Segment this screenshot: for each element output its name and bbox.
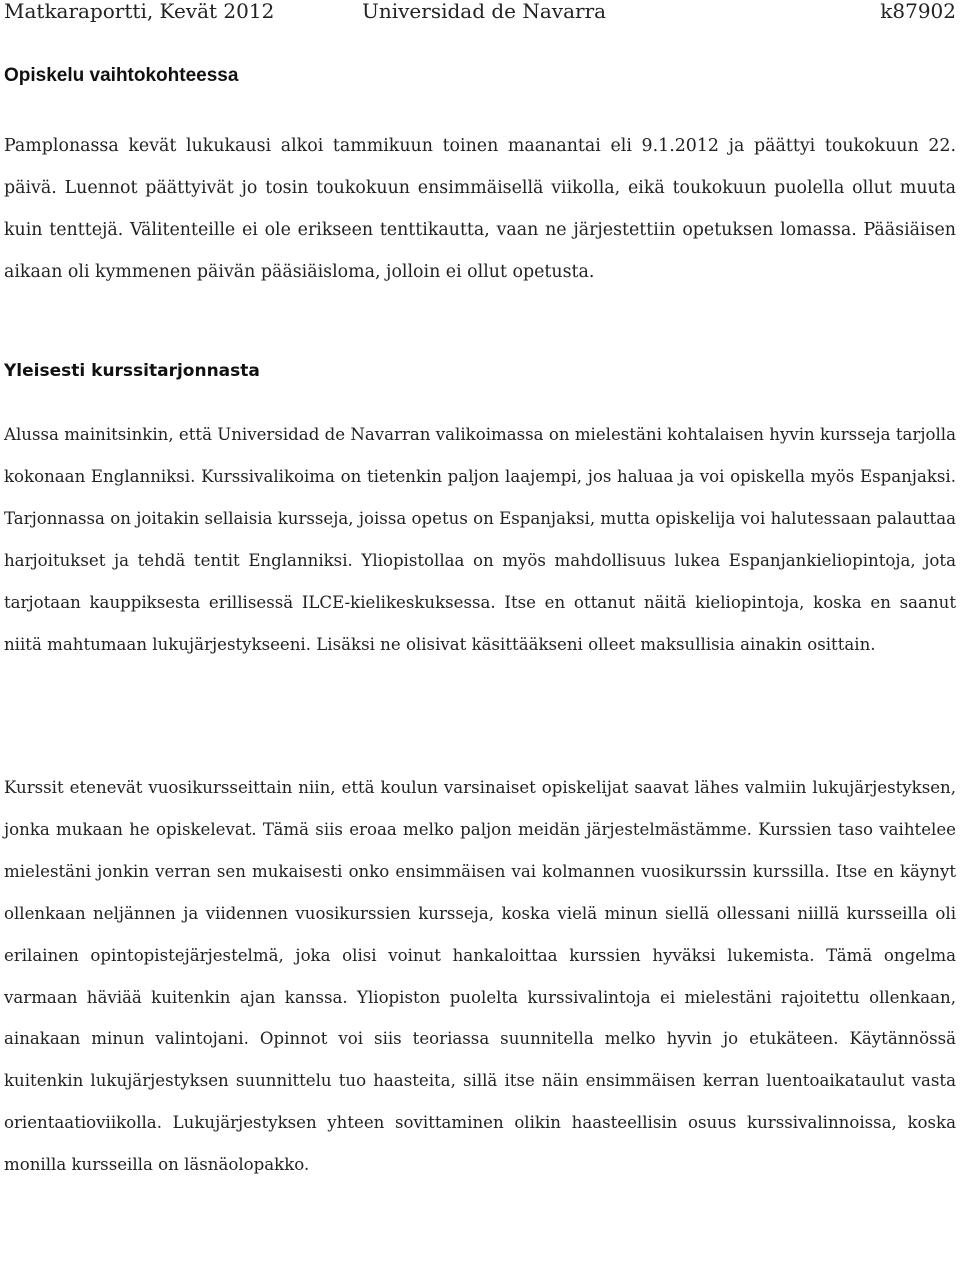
section-heading-study: Opiskelu vaihtokohteessa	[4, 65, 239, 86]
header-report-title: Matkaraportti, Kevät 2012	[4, 0, 275, 23]
paragraph-study: Pamplonassa kevät lukukausi alkoi tammikuun toinen maanantai eli 9.1.2012 ja päättyi toukokuun 22. päivä. Luennot päättyivät jo tosin toukokuun ensimmäisellä viikolla, eikä toukokuun puolella ollut muuta kuin tenttejä. Välitenteille ei ole erikseen tenttikautta, vaan ne järjestettiin opetuksen lomassa. Pääsiäisen aikaan oli kymmenen päivän pääsiäisloma, jolloin ei ollut opetusta.	[4, 136, 956, 282]
section-heading-courses: Yleisesti kurssitarjonnasta	[4, 361, 260, 381]
paragraph-courses-1: Alussa mainitsinkin, että Universidad de Navarran valikoimassa on mielestäni kohtalaisen hyvin kursseja tarjolla kokonaan Englanniksi. Kurssivalikoima on tietenkin paljon laajempi, jos haluaa ja voi opiskella myös Espanjaksi. Tarjonnassa on joitakin sellaisia kursseja, joissa opetus on Espanjaksi, mutta opiskelija voi halutessaan palauttaa harjoitukset ja tehdä tentit Englanniksi. Yliopistollaa on myös mahdollisuus lukea Espanjankieliopintoja, jota tarjotaan kauppiksesta erillisessä ILCE-kielikeskuksessa. Itse en ottanut näitä kieliopintoja, koska en saanut niitä mahtumaan lukujärjestykseeni. Lisäksi ne olisivat käsittääkseni olleet maksullisia ainakin osittain.	[4, 425, 956, 654]
header-university: Universidad de Navarra	[362, 0, 607, 23]
header-student-id: k87902	[880, 0, 956, 23]
page-header	[4, 0, 956, 26]
paragraph-courses-2: Kurssit etenevät vuosikursseittain niin, että koulun varsinaiset opiskelijat saavat lähes valmiin lukujärjestyksen, jonka mukaan he opiskelevat. Tämä siis eroaa melko paljon meidän järjestelmästämme. Kurssien taso vaihtelee mielestäni jonkin verran sen mukaisesti onko ensimmäisen vai kolmannen vuosikurssin kurssilla. Itse en käynyt ollenkaan neljännen ja viidennen vuosikurssien kursseja, koska vielä minun siellä ollessani niillä kursseilla oli erilainen opintopistejärjestelmä, joka olisi voinut hankaloittaa kurssien hyväksi lukemista. Tämä ongelma varmaan häviää kuitenkin ajan kanssa. Yliopiston puolelta kurssivalintoja ei mielestäni rajoitettu ollenkaan, ainakaan minun valintojani. Opinnot voi siis teoriassa suunnitella melko hyvin jo etukäteen. Käytännössä kuitenkin lukujärjestyksen suunnittelu tuo haasteita, sillä itse näin ensimmäisen kerran luentoaikataulut vasta orientaatioviikolla. Lukujärjestyksen yhteen sovittaminen olikin haasteellisin osuus kurssivalinnoissa, koska monilla kursseilla on läsnäolopakko.	[4, 778, 956, 1175]
